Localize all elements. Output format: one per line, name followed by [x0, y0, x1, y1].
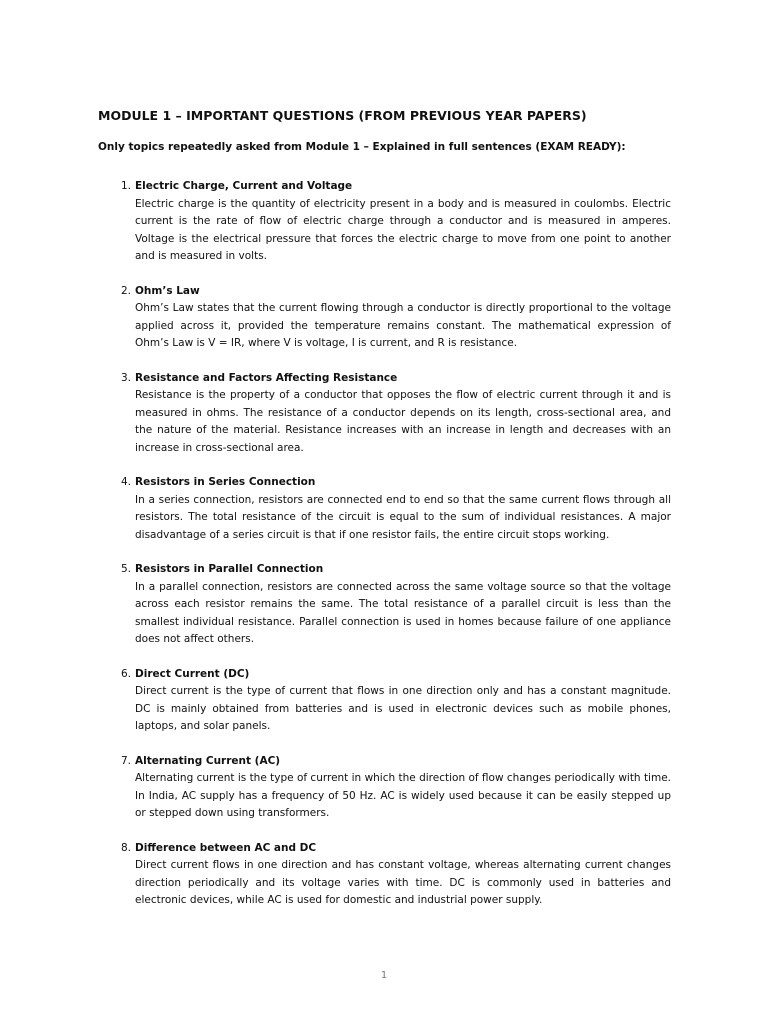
question-number: 5. — [121, 563, 132, 575]
question-answer: In a series connection, resistors are connected end to end so that the same current flows through all resistors. The total resistance of the circuit is equal to the sum of individual resistances. A major disadvantage of a series circuit is that if one resistor fails, the entire circuit stops working. — [135, 493, 671, 541]
question-answer: Ohm’s Law states that the current flowing through a conductor is directly proportional to the voltage applied across it, provided the temperature remains constant. The mathematical expression of Ohm’s Law is V = IR, where V is voltage, I is current, and R is resistance. — [135, 302, 671, 349]
document-subtitle: Only topics repeatedly asked from Module 1 – Explained in full sentences (EXAM READY): — [98, 141, 626, 153]
question-heading: Electric Charge, Current and Voltage — [135, 180, 353, 192]
question-answer: Resistance is the property of a conductor that opposes the flow of electric current through it and is measured in ohms. The resistance of a conductor depends on its length, cross-sectional area, and the nature of the material. Resistance increases with an increase in length and decreases with an increase in cross-sectional area. — [135, 389, 671, 454]
question-answer: Direct current flows in one direction and has constant voltage, whereas alternating current changes direction periodically and its voltage varies with time. DC is commonly used in batteries and electronic devices, while AC is used for domestic and industrial power supply. — [135, 859, 671, 906]
page-number: 1 — [380, 970, 388, 981]
question-heading: Ohm’s Law — [135, 284, 200, 297]
question-item-3 — [98, 370, 671, 458]
question-heading: Direct Current (DC) — [135, 667, 250, 680]
question-answer: In a parallel connection, resistors are connected across the same voltage source so that the voltage across each resistor remains the same. The total resistance of a parallel circuit is less than the smallest individual resistance. Parallel connection is used in homes because failure of one appliance does not affect others. — [135, 580, 671, 645]
question-number: 1. — [121, 180, 132, 192]
question-item-2 — [98, 283, 671, 353]
question-number: 2. — [121, 284, 132, 297]
question-item-5 — [98, 561, 671, 649]
question-answer: Direct current is the type of current that flows in one direction only and has a constant magnitude. DC is mainly obtained from batteries and is used in electronic devices such as mobile phones, laptops, and solar panels. — [135, 685, 671, 732]
question-answer: Electric charge is the quantity of electricity present in a body and is measured in coulombs. Electric current is the rate of flow of electric charge through a conductor and is measured in amperes. Voltage is the electrical pressure that forces the electric charge to move from one point to another and is measured in volts. — [135, 197, 671, 262]
question-heading: Difference between AC and DC — [135, 841, 317, 854]
question-heading: Alternating Current (AC) — [135, 754, 281, 767]
question-number: 6. — [121, 667, 132, 680]
question-item-4 — [98, 474, 671, 544]
question-item-7 — [98, 753, 671, 823]
question-number: 3. — [121, 371, 132, 384]
question-item-1 — [98, 178, 671, 266]
question-heading: Resistors in Series Connection — [135, 476, 316, 488]
question-heading: Resistors in Parallel Connection — [135, 563, 324, 575]
question-number: 7. — [121, 754, 132, 767]
question-heading: Resistance and Factors Affecting Resistance — [135, 371, 398, 384]
question-item-6 — [98, 666, 671, 736]
question-item-8 — [98, 840, 671, 910]
question-number: 8. — [121, 841, 132, 854]
question-number: 4. — [121, 476, 132, 488]
question-list — [98, 178, 671, 927]
document-title: MODULE 1 – IMPORTANT QUESTIONS (FROM PREVIOUS YEAR PAPERS) — [98, 108, 587, 123]
question-answer: Alternating current is the type of current in which the direction of flow changes periodically with time. In India, AC supply has a frequency of 50 Hz. AC is widely used because it can be easily stepped up or stepped down using transformers. — [135, 772, 671, 819]
